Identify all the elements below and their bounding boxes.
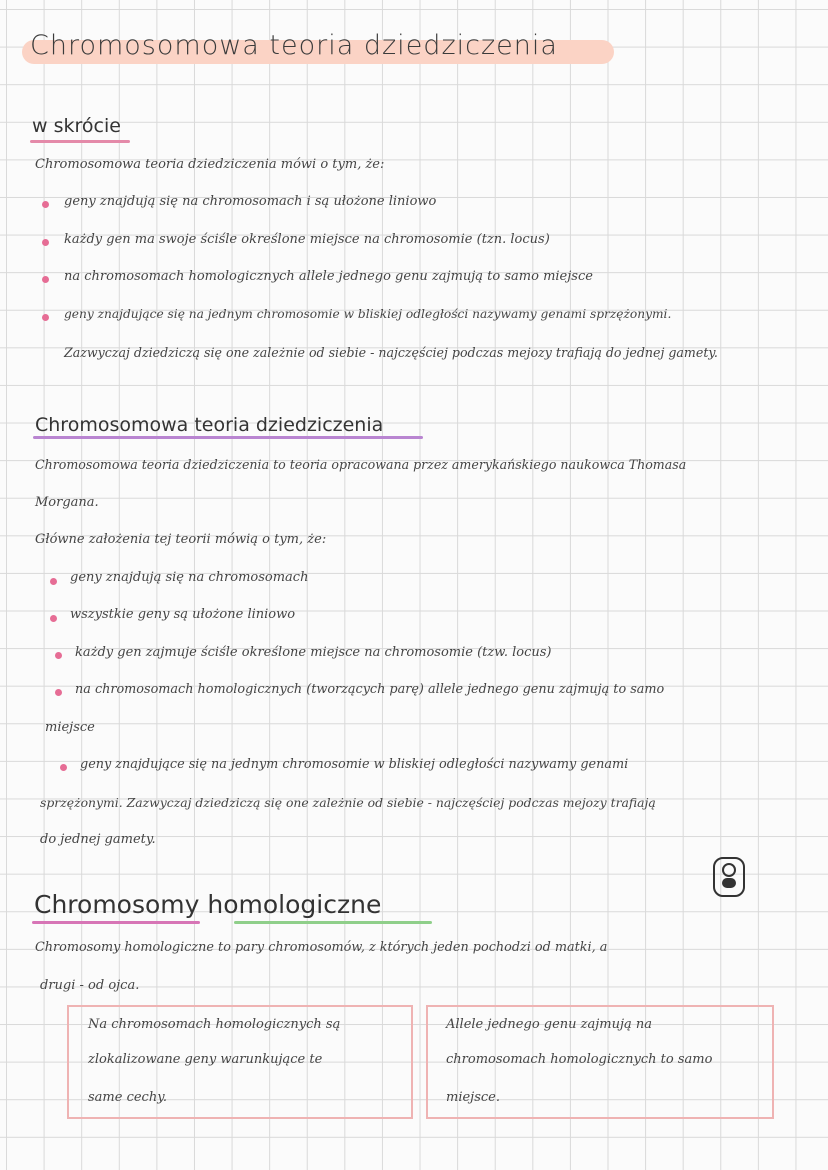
teoria-bullet-2: wszystkie geny są ułożone liniowo	[70, 607, 296, 622]
teoria-bullet-5-line-3: do jednej gamety.	[40, 832, 156, 847]
bullet-dot	[42, 314, 49, 321]
section-heading-homologiczne: Chromosomy homologiczne	[34, 890, 382, 919]
teoria-bullet-5-line-2: sprzężonymi. Zazwyczaj dziedziczą się one zależnie od siebie - najczęściej podczas mejozy trafiają	[40, 795, 656, 810]
bullet-dot	[42, 201, 49, 208]
teoria-bullet-4-line-2: miejsce	[45, 720, 95, 735]
box-left-line-1: Na chromosomach homologicznych są	[88, 1017, 341, 1032]
section-heading-skrocie: w skrócie	[32, 115, 121, 137]
teoria-bullet-5-line-1: geny znajdujące się na jednym chromosomie w bliskiej odległości nazywamy genami	[80, 757, 629, 772]
teoria-bullet-1: geny znajdują się na chromosomach	[70, 570, 309, 585]
heading-underline	[32, 921, 200, 924]
skrocie-bullet-3: na chromosomach homologicznych allele jednego genu zajmują to samo miejsce	[64, 269, 593, 284]
teoria-paragraph-1-line-2: Morgana.	[35, 495, 99, 510]
teoria-bullet-4-line-1: na chromosomach homologicznych (tworzących parę) allele jednego genu zajmują to samo	[75, 682, 665, 697]
teoria-paragraph-1-line-1: Chromosomowa teoria dziedziczenia to teoria opracowana przez amerykańskiego naukowca Thomasa	[35, 457, 687, 472]
heading-underline	[30, 140, 130, 143]
box-right-line-2: chromosomach homologicznych to samo	[446, 1052, 713, 1067]
bullet-dot	[60, 764, 67, 771]
homologiczne-paragraph-line-2: drugi - od ojca.	[40, 978, 140, 993]
skrocie-bullet-1: geny znajdują się na chromosomach i są ułożone liniowo	[64, 194, 437, 209]
bullet-dot	[50, 615, 57, 622]
skrocie-bullet-2: każdy gen ma swoje ściśle określone miejsce na chromosomie (tzn. locus)	[64, 232, 550, 247]
bullet-dot	[55, 652, 62, 659]
bullet-dot	[42, 276, 49, 283]
heading-underline	[234, 921, 432, 924]
bullet-dot	[42, 239, 49, 246]
teoria-paragraph-2: Główne założenia tej teorii mówią o tym, że:	[35, 532, 327, 547]
teoria-bullet-3: każdy gen zajmuje ściśle określone miejsce na chromosomie (tzw. locus)	[75, 645, 552, 660]
box-left-line-2: zlokalizowane geny warunkujące te	[88, 1052, 323, 1067]
bullet-dot	[55, 689, 62, 696]
page-title: Chromosomowa teoria dziedziczenia	[30, 30, 558, 61]
box-left-line-3: same cechy.	[88, 1090, 167, 1105]
skrocie-bullet-4: geny znajdujące się na jednym chromosomie w bliskiej odległości nazywamy genami sprzężonymi.	[64, 307, 672, 321]
power-toggle-icon	[713, 857, 745, 897]
skrocie-bullet-4-cont: Zazwyczaj dziedziczą się one zależnie od siebie - najczęściej podczas mejozy trafiają do jednej gamety.	[64, 345, 718, 360]
box-right-line-1: Allele jednego genu zajmują na	[446, 1017, 653, 1032]
box-right-line-3: miejsce.	[446, 1090, 500, 1105]
heading-underline	[33, 436, 423, 439]
bullet-dot	[50, 578, 57, 585]
skrocie-intro: Chromosomowa teoria dziedziczenia mówi o tym, że:	[35, 157, 385, 172]
homologiczne-paragraph-line-1: Chromosomy homologiczne to pary chromosomów, z których jeden pochodzi od matki, a	[35, 940, 608, 955]
section-heading-teoria: Chromosomowa teoria dziedziczenia	[35, 414, 384, 436]
